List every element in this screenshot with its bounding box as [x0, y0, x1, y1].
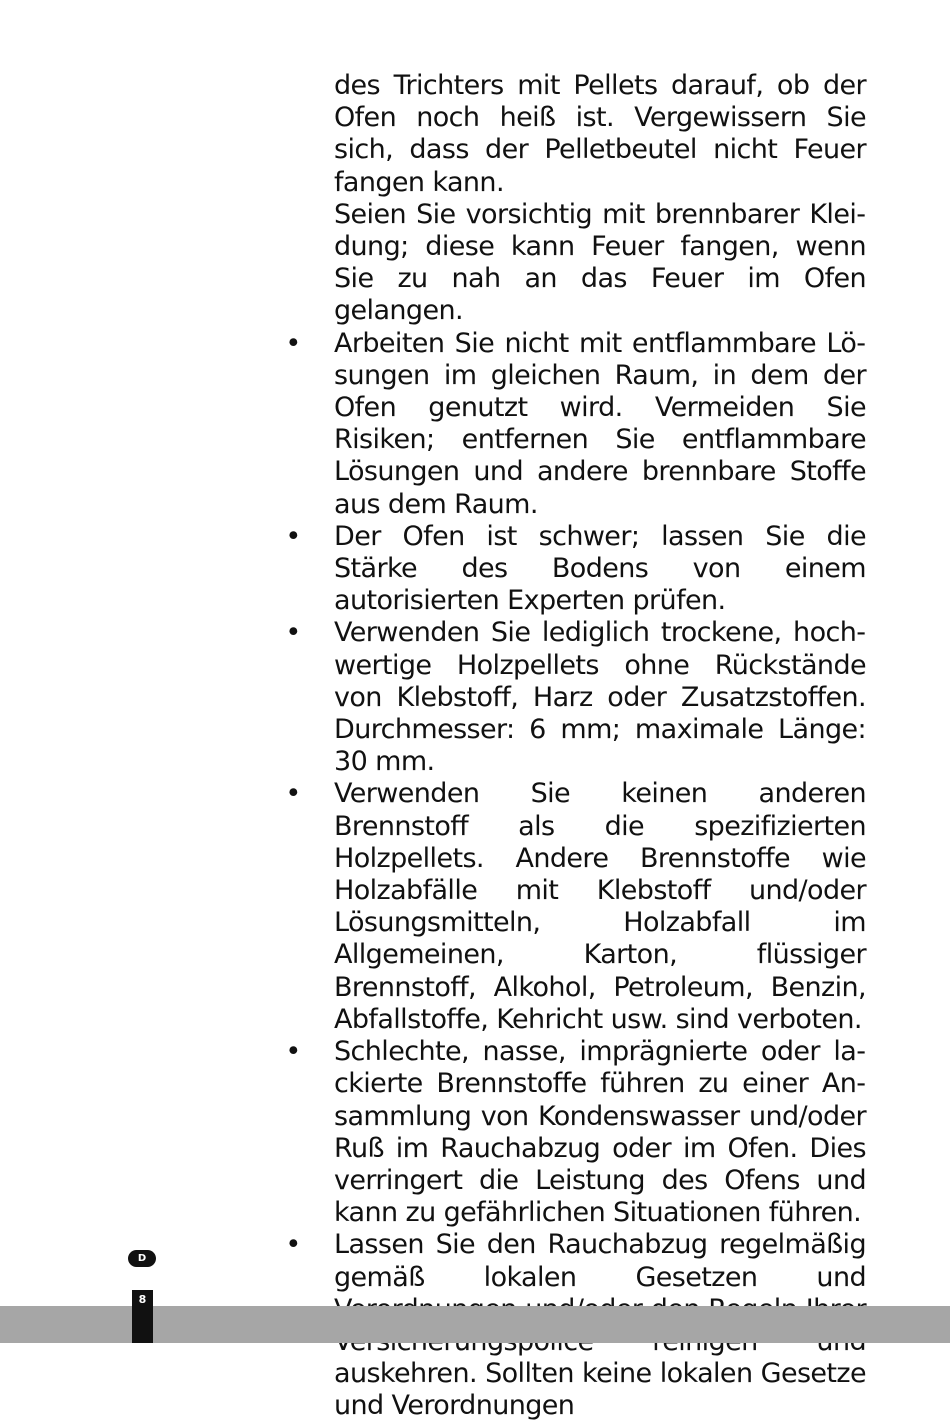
- bullet-icon: •: [285, 778, 301, 810]
- clothing-warning-paragraph: Seien Sie vorsichtig mit brennbarer Kleidung; diese kann Feuer fangen, wenn Sie zu nah an das Feuer im Ofen gelangen.: [334, 198, 866, 327]
- bullet-icon: •: [285, 1036, 301, 1068]
- bullet-item-forbidden-fuels: [285, 778, 866, 1036]
- bullet-text: Verwenden Sie lediglich trockene, hochwertige Holzpellets ohne Rückstände von Klebstoff, Harz oder Zusatzstoffen. Durchmesser: 6 mm; maximale Länge: 30 mm.: [334, 617, 866, 778]
- language-badge: D: [128, 1250, 156, 1267]
- bullet-item-floor-strength: [285, 520, 866, 618]
- bullet-icon: •: [285, 327, 301, 359]
- continuation-paragraph: des Trichters mit Pellets darauf, ob der Ofen noch heiß ist. Vergewissern Sie sich, dass der Pelletbeutel nicht Feuer fangen kann.: [334, 70, 866, 198]
- bullet-text: Schlechte, nasse, imprägnierte oder lackierte Brennstoffe führen zu einer Ansammlung von Kondenswasser und/oder Ruß im Rauchabzug oder im Ofen. Dies verringert die Leistung des Ofens und kann zu gefährlichen Situationen führen.: [334, 1036, 866, 1229]
- bullet-icon: •: [285, 520, 301, 552]
- bullet-text: Lassen Sie den Rauchabzug regelmäßig gemäß lokalen Gesetzen und auskehren. Sollten keine lokalen Gesetze und Verordnungen: [334, 1229, 866, 1422]
- body-text: [285, 70, 866, 1423]
- bullet-item-bad-fuels: [285, 1036, 866, 1229]
- bullet-text: Arbeiten Sie nicht mit entflammbare Lösungen im gleichen Raum, in dem der Ofen genutzt wird. Vermeiden Sie Risiken; entfernen Sie entflammbare Lösungen und andere brennbare Stoffe aus dem Raum.: [334, 327, 866, 520]
- bullet-item-solvents: [285, 327, 866, 521]
- page-number-tab: [132, 1290, 153, 1343]
- safety-bullet-list: [285, 327, 866, 1423]
- bullet-icon: •: [285, 617, 301, 649]
- bullet-icon: •: [285, 1229, 301, 1261]
- bullet-text: Verwenden Sie keinen anderen Brennstoff als die spezifizierten Holzpellets. Andere Brennstoffe wie Holzabfälle mit Klebstoff und/oder Lösungsmitteln, Holzabfall im Allgemeinen, Karton, flüssiger Brennstoff, Alkohol, Petroleum, Benzin, Abfallstoffe, Kehricht usw. sind verboten.: [334, 778, 866, 1035]
- bullet-item-pellet-quality: [285, 617, 866, 778]
- bullet-text: Der Ofen ist schwer; lassen Sie die Stärke des Bodens von einem autorisierten Experten prüfen.: [334, 520, 866, 617]
- page-number: 8: [138, 1293, 147, 1306]
